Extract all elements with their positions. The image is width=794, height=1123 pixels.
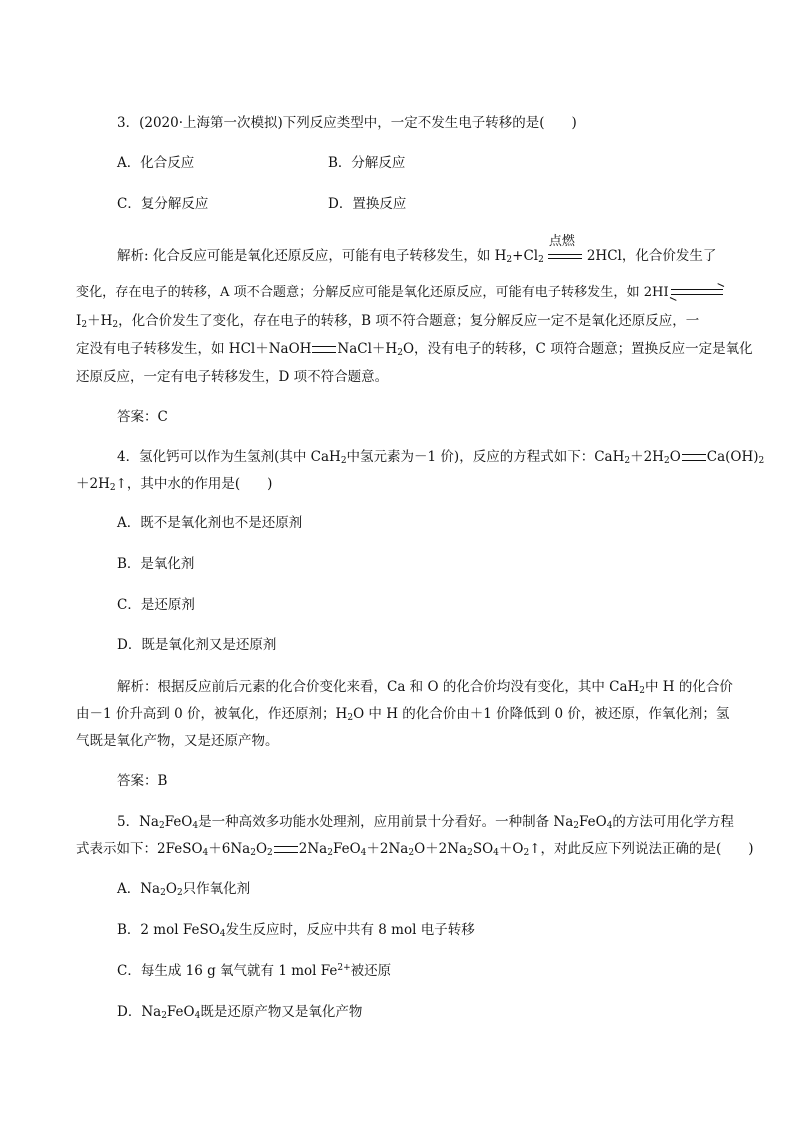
q3-option-c: C．复分解反应 xyxy=(117,196,209,212)
q4-analysis-line2: 由－1 价升高到 0 价，被氧化，作还原剂；$H_2O$ 中 H 的化合价由＋1 价降低到 0 价，被还原，作氧化剂；氢 xyxy=(76,706,730,723)
q5-option-a: A．$Na_2O_2$只作氧化剂 xyxy=(117,881,251,898)
q5-stem-line2: 式表示如下：$2FeSO_4+6Na_2O_2$ $2Na_2FeO_4+2Na_2O+2Na_2SO_4+O_2↑$，对此反应下列说法正确的是( ) xyxy=(76,841,754,858)
q4-stem-line2: $+2H_2↑$，其中水的作用是( ) xyxy=(76,476,273,493)
q3-option-d: D．置换反应 xyxy=(328,196,407,212)
q3-analysis-line2: 变化，存在电子的转移，A 项不合题意；分解反应可能是氧化还原反应，可能有电子转移发生，如 2HI xyxy=(76,283,725,303)
q5-option-d: D．$Na_2FeO_4$既是还原产物又是氧化产物 xyxy=(117,1004,363,1021)
q4-analysis-line1: 解析：根据反应前后元素的化合价变化来看，Ca 和 O 的化合价均没有变化，其中 CaH$_2$中 H 的化合价 xyxy=(117,679,733,696)
q4-answer: 答案：B xyxy=(117,773,168,789)
q3-analysis-line3: $I_2+H_2$，化合价发生了变化，存在电子的转移，B 项不符合题意；复分解反应一定不是氧化还原反应，一 xyxy=(76,313,700,330)
equals-sign-icon xyxy=(312,346,336,353)
equals-sign-icon xyxy=(682,454,706,461)
q4-analysis-line3: 气既是氧化产物，又是还原产物。 xyxy=(76,733,279,749)
q4-option-a: A．既不是氧化剂也不是还原剂 xyxy=(117,515,303,531)
q3-answer: 答案：C xyxy=(117,409,168,425)
q3-stem xyxy=(117,113,577,133)
q5-option-b: B．2 mol FeSO$_4$发生反应时，反应中共有 8 mol 电子转移 xyxy=(117,922,475,939)
q3-analysis-line4: 定没有电子转移发生，如 HCl＋NaOH $NaCl+H_2O$，没有电子的转移，C 项符合题意；置换反应一定是氧化 xyxy=(76,341,753,358)
q3-option-a: A．化合反应 xyxy=(117,155,195,171)
q4-stem-line1: 4．氢化钙可以作为生氢剂(其中 CaH$_2$中氢元素为－1 价)，反应的方程式如下：$CaH_2+2H_2O$ $Ca(OH)_2$ xyxy=(117,449,765,466)
q5-stem-line1: 5．$Na_2FeO_4$是一种高效多功能水处理剂，应用前景十分看好。一种制备 $Na_2FeO_4$的方法可用化学方程 xyxy=(117,814,734,831)
q5-option-c: C．每生成 16 g 氧气就有 1 mol $Fe^{2+}$被还原 xyxy=(117,963,392,979)
q3-analysis-line1: 解析: 化合反应可能是氧化还原反应，可能有电子转移发生，如 $H_2+Cl_2$ 点燃 2HCl，化合价发生了 xyxy=(117,233,717,265)
q4-option-c: C．是还原剂 xyxy=(117,597,195,613)
q3-option-b: B．分解反应 xyxy=(328,155,406,171)
reaction-condition-arrow xyxy=(548,233,582,264)
q4-option-d: D．既是氧化剂又是还原剂 xyxy=(117,637,277,653)
reversible-arrow-icon xyxy=(669,287,725,299)
q4-option-b: B．是氧化剂 xyxy=(117,556,195,572)
reaction-condition-label: 点燃 xyxy=(548,233,575,249)
q3-stem-text: 3．(2020·上海第一次模拟)下列反应类型中，一定不发生电子转移的是( ) xyxy=(117,115,577,131)
equals-sign-icon xyxy=(274,846,298,853)
q3-analysis-line5: 还原反应，一定有电子转移发生，D 项不符合题意。 xyxy=(76,369,389,385)
